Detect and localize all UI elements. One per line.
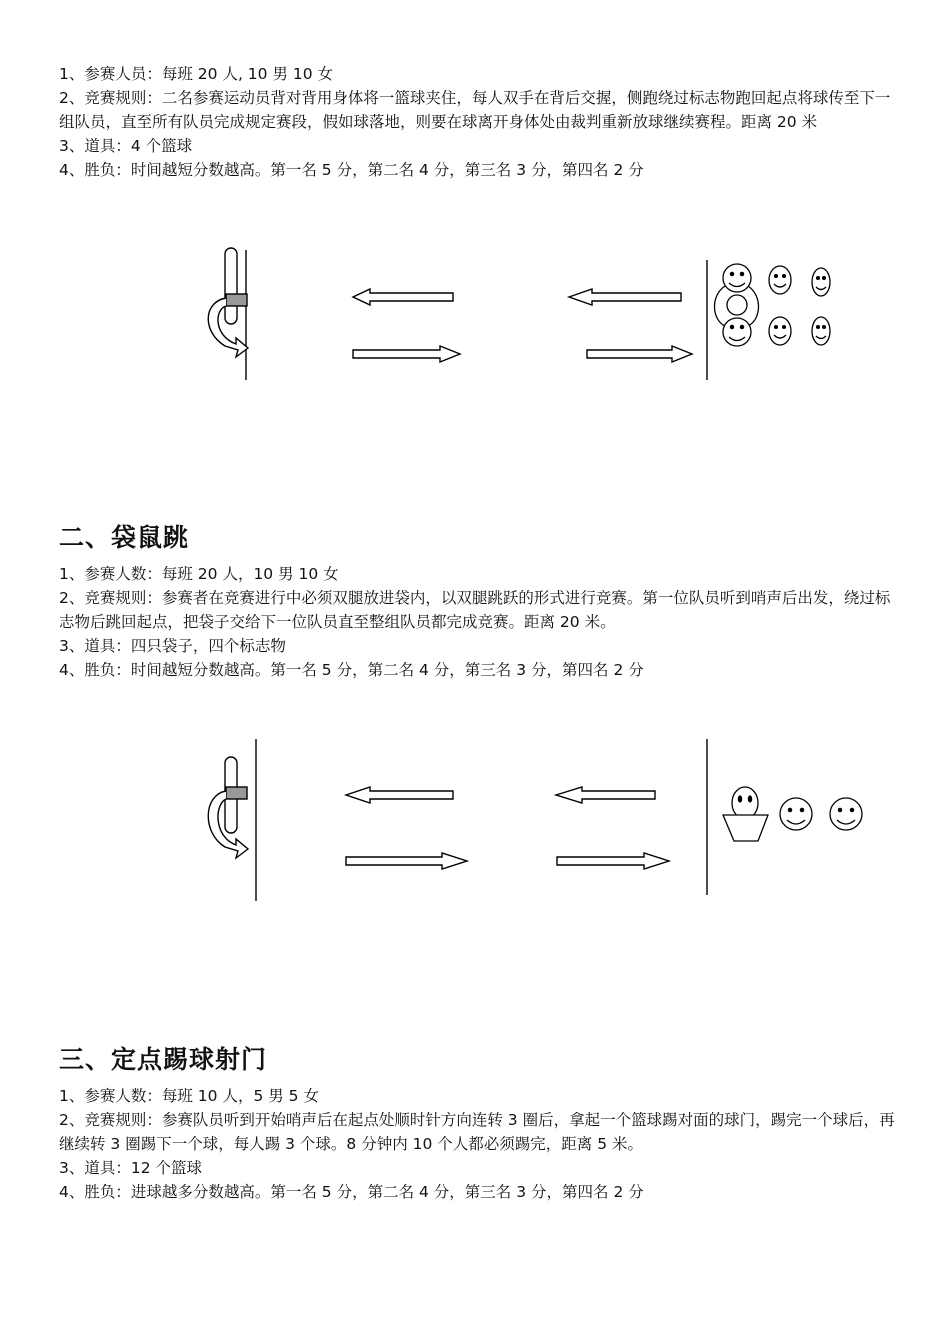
waiting-player-icon — [812, 317, 830, 345]
arrow-right-icon — [587, 346, 692, 362]
section1-line: 3、道具：4 个篮球 — [59, 137, 193, 155]
section1-rules — [59, 62, 899, 182]
arrow-left-icon — [346, 787, 453, 803]
section2-line: 1、参赛人数：每班 20 人，10 男 10 女 — [59, 565, 339, 583]
arrow-right-icon — [346, 853, 467, 869]
section1-line: 1、参赛人员：每班 20 人, 10 男 10 女 — [59, 65, 334, 83]
relay-diagram-2 — [0, 735, 950, 905]
waiting-player-icon — [769, 317, 791, 345]
section2-line: 2、竞赛规则：参赛者在竞赛进行中必须双腿放进袋内，以双腿跳跃的形式进行竞赛。第一位队员听到哨声后出发，绕过标志物后跳回起点，把袋子交给下一位队员直至整组队员都完成竞赛。距离 20 米。 — [59, 589, 891, 631]
turn-marker-icon — [208, 248, 248, 357]
section3-line: 2、竞赛规则：参赛队员听到开始哨声后在起点处顺时针方向连转 3 圈后，拿起一个篮球踢对面的球门，踢完一个球后，再继续转 3 圈踢下一个球，每人踢 3 个球。8 分钟内 10 个人都必须踢完，距离 5 米。 — [59, 1111, 895, 1153]
waiting-player-icon — [780, 798, 812, 830]
arrow-left-icon — [353, 289, 453, 305]
arrow-right-icon — [557, 853, 669, 869]
arrow-right-icon — [353, 346, 460, 362]
player-pair-icon — [714, 264, 758, 346]
waiting-player-icon — [812, 268, 830, 296]
arrow-left-icon — [569, 289, 681, 305]
section2-line: 3、道具：四只袋子，四个标志物 — [59, 637, 286, 655]
section3-line: 3、道具：12 个篮球 — [59, 1159, 203, 1177]
section2-rules — [59, 562, 899, 682]
relay-diagram-1 — [0, 240, 950, 390]
section3-title: 三、定点踢球射门 — [59, 1045, 268, 1074]
turn-marker-icon — [208, 757, 248, 858]
player-in-sack-icon — [723, 787, 768, 841]
section3-rules — [59, 1084, 899, 1204]
section2-title: 二、袋鼠跳 — [59, 523, 190, 552]
section1-line: 2、竞赛规则：二名参赛运动员背对背用身体将一篮球夹住，每人双手在背后交握，侧跑绕过标志物跑回起点将球传至下一组队员，直至所有队员完成规定赛段，假如球落地，则要在球离开身体处由裁判重新放球继续赛程。距离 20 米 — [59, 89, 891, 131]
section3-line: 4、胜负：进球越多分数越高。第一名 5 分，第二名 4 分，第三名 3 分，第四名 2 分 — [59, 1183, 644, 1201]
section1-line: 4、胜负：时间越短分数越高。第一名 5 分，第二名 4 分，第三名 3 分，第四名 2 分 — [59, 161, 644, 179]
arrow-left-icon — [556, 787, 655, 803]
waiting-player-icon — [769, 266, 791, 294]
section3-line: 1、参赛人数：每班 10 人，5 男 5 女 — [59, 1087, 319, 1105]
section2-line: 4、胜负：时间越短分数越高。第一名 5 分，第二名 4 分，第三名 3 分，第四名 2 分 — [59, 661, 644, 679]
waiting-player-icon — [830, 798, 862, 830]
